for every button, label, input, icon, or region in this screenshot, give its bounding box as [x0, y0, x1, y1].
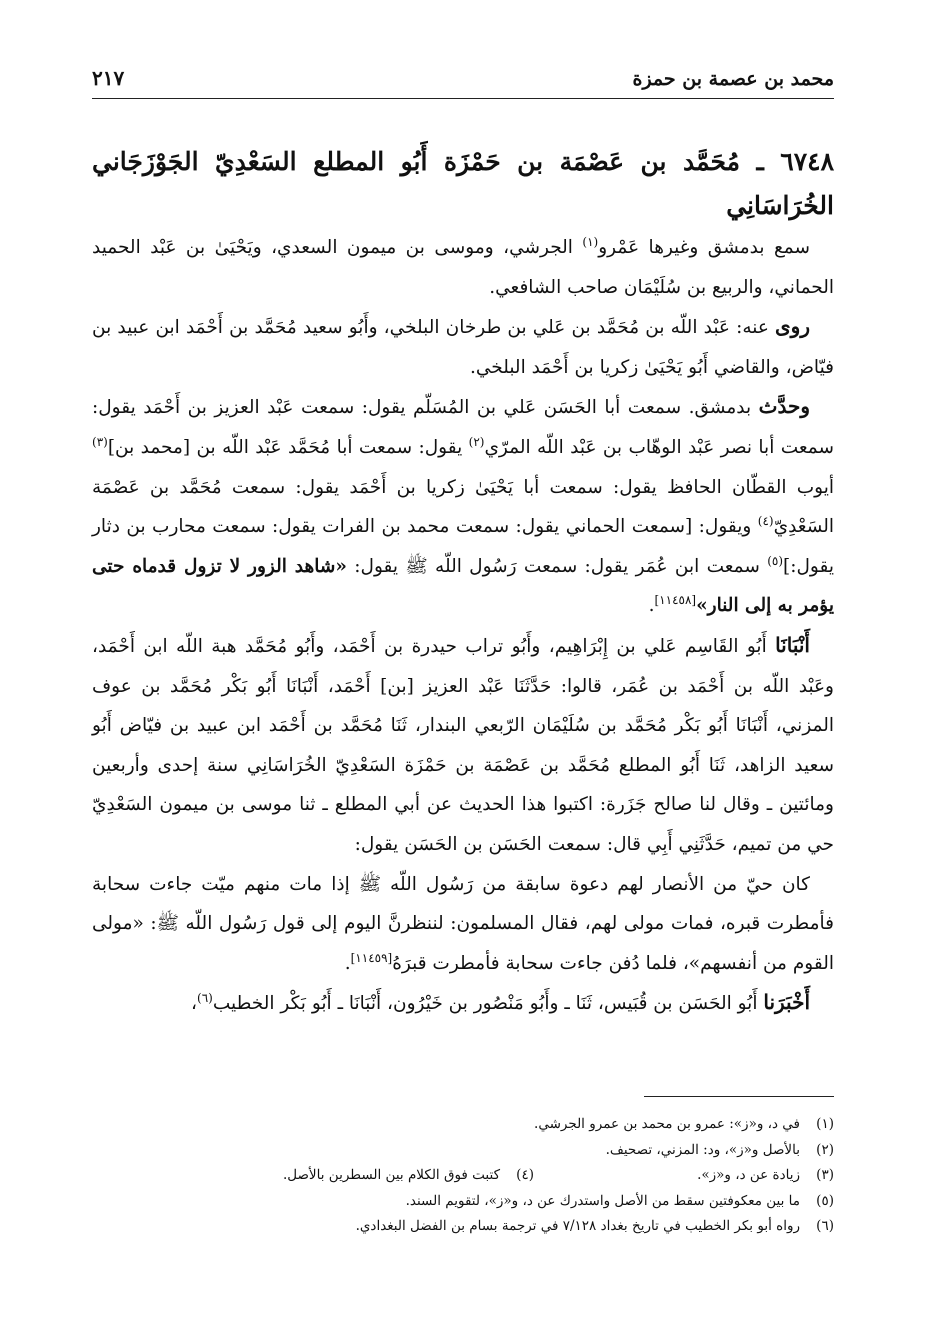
text: ويقول: [سمعت الحماني يقول: سمعت محمد بن الفرات يقول: سمعت محارب بن دثار يقول:] — [92, 516, 834, 577]
text: يقول: سمعت أبا مُحَمَّد عَبْد اللّه بن [محمد بن] — [107, 436, 469, 458]
footnote — [283, 1163, 534, 1189]
paragraph-kana — [92, 865, 834, 984]
footnote-number: (٥) — [816, 1192, 834, 1209]
footnote-ref[interactable]: (٤) — [757, 514, 774, 528]
footnotes — [92, 1112, 834, 1240]
footnote-number: (٦) — [816, 1218, 834, 1235]
paragraph-rawa — [92, 307, 834, 387]
footnote-ref[interactable]: (٦) — [197, 991, 213, 1006]
paragraph-akhbarana — [92, 983, 834, 1024]
main-text — [92, 140, 834, 1024]
text: سمعت ابن عُمَر يقول: سمعت رَسُول اللّه ﷺ يقول: — [346, 555, 768, 577]
text: أَبُو القَاسِم عَلي بن إِبْرَاهِيم، وأَبُو تراب حيدرة بن أَحْمَد، وأَبُو مُحَمَّد هبة اللّه ابن أَحْمَد، وعَبْد اللّه بن أَحْمَد بن عُمَر، قالوا: حَدَّثَنَا عَبْد العزيز [بن] أَحْمَد، أَنْبَانَا أَبُو بَكْر مُحَمَّد بن عوف المزني، أَنْبَانَا أَبُو بَكْر مُحَمَّد بن سُلَيْمَان الرّبعي البندار، ثَنَا مُحَمَّد بن أَحْمَد ابن عبيد بن فيّاض أَبُو سعيد الزاهد، ثَنَا أَبُو المطلع مُحَمَّد بن عَصْمَة بن حَمْزَة السَعْدِيّ الخُرَاسَانِي سنة إحدى وأربعين ومائتين ـ وقال لنا صالح جَزَرة: اكتبوا هذا الحديث عن أبي المطلع ـ ثنا موسى بن ميمون السَعْدِيّ حي من تميم، حَدَّثَنِي أَبِي قال: سمعت الحَسَن بن الحَسَن يقول: — [92, 635, 834, 855]
paragraph-anbana — [92, 626, 834, 865]
footnote-number: (١) — [816, 1116, 834, 1132]
footnote — [92, 1112, 834, 1138]
footnote-divider — [644, 1096, 834, 1097]
footnote-text: زيادة عن د، و«ز». — [697, 1167, 800, 1184]
footnote — [92, 1189, 834, 1215]
paragraph-samia — [92, 228, 834, 307]
footnote — [92, 1214, 834, 1240]
hadith-text: «شاهد الزور لا تزول قدماه حتى يؤمر به إلى النار» — [92, 555, 834, 617]
footnote-number: (٣) — [816, 1167, 834, 1184]
footnote-text: بالأصل و«ز»، ود: المزني، تصحيف. — [605, 1141, 800, 1158]
running-header — [92, 62, 834, 99]
text: أَبُو الحَسَن بن قُبَيس، ثَنَا ـ وأَبُو مَنْصُور بن خَيْرُون، أَنْبَانَا ـ أَبُو بَكْر الخطيب — [212, 993, 764, 1015]
page-number: ٢١٧ — [92, 66, 125, 90]
footnote-text: في د، و«ز»: عمرو بن محمد بن عمرو الجرشي. — [534, 1116, 800, 1132]
entry-title: ٦٧٤٨ ـ مُحَمَّد بن عَصْمَة بن حَمْزَة أَبُو المطلع السَعْدِيّ الجَوْزَجَاني الخُرَاسَانِي — [92, 147, 834, 220]
footnote-text: رواه أبو بكر الخطيب في تاريخ بغداد ٧/١٢٨ في ترجمة بسام بن الفضل البغدادي. — [355, 1218, 800, 1235]
paragraph-lead-word: أَنْبَانَا — [775, 632, 810, 657]
footnote-text: كتبت فوق الكلام بين السطرين بالأصل. — [282, 1167, 500, 1184]
footnote — [92, 1138, 834, 1164]
text: كان حيّ من الأنصار لهم دعوة سابقة من رَسُول اللّه ﷺ إذا مات منهم ميّت جاءت سحابة فأمطرت قبره، فمات مولى لهم، فقال المسلمون: لننظرنَّ اليوم إلى قول رَسُول اللّه ﷺ: «مولى القوم من أنفسهم»، فلما دُفن جاءت سحابة فأمطرت قبرَهُ — [92, 873, 834, 974]
footnote — [534, 1163, 834, 1189]
footnote-ref[interactable]: (٣) — [92, 434, 108, 449]
footnote-number: (٤) — [516, 1167, 534, 1184]
text: عنه: عَبْد اللّه بن مُحَمَّد بن عَلي بن طرخان البلخي، وأَبُو سعيد مُحَمَّد بن أَحْمَد ابن عبيد بن فيّاض، والقاضي أَبُو يَحْيَىٰ زكريا بن أَحْمَد البلخي. — [92, 317, 834, 378]
hadith-number: [١١٤٥٩] — [350, 950, 393, 965]
text: . — [344, 952, 351, 974]
footnote-ref[interactable]: (٢) — [468, 434, 485, 449]
running-title: محمد بن عصمة بن حمزة — [632, 68, 834, 90]
text: سمع بدمشق وغيرها عَمْرو — [598, 237, 810, 258]
text: بدمشق. سمعت أبا الحَسَن عَلي بن المُسَلّم يقول: سمعت عَبْد العزيز بن أَحْمَد يقول: سمعت أبا نصر عَبْد الوهّاب بن عَبْد اللّه المرّي — [92, 397, 834, 458]
text: . — [648, 595, 655, 617]
text: أيوب القطّان الحافظ يقول: سمعت أبا يَحْيَىٰ زكريا بن أَحْمَد يقول: سمعت مُحَمَّد بن عَصْمَة السَعْدِيّ — [92, 476, 834, 538]
footnote-number: (٢) — [816, 1141, 834, 1158]
paragraph-lead-word: روى — [775, 314, 810, 339]
footnote-ref[interactable]: (١) — [582, 234, 599, 249]
text: ، — [191, 993, 198, 1015]
footnote-text: ما بين معكوفتين سقط من الأصل واستدرك عن د، و«ز»، لتقويم السند. — [405, 1192, 800, 1209]
text: الجرشي، وموسى بن ميمون السعدي، ويَحْيَىٰ بن عَبْد الحميد الحماني، والربيع بن سُلَيْمَان صاحب الشافعي. — [92, 237, 834, 298]
footnote-row — [92, 1163, 834, 1189]
paragraph-lead-word: أَخْبَرَنا — [763, 990, 810, 1015]
footnote-ref[interactable]: (٥) — [767, 553, 784, 568]
hadith-number: [١١٤٥٨] — [654, 593, 697, 608]
paragraph-haddatha — [92, 387, 834, 626]
paragraph-lead-word: وحدَّث — [758, 394, 810, 419]
